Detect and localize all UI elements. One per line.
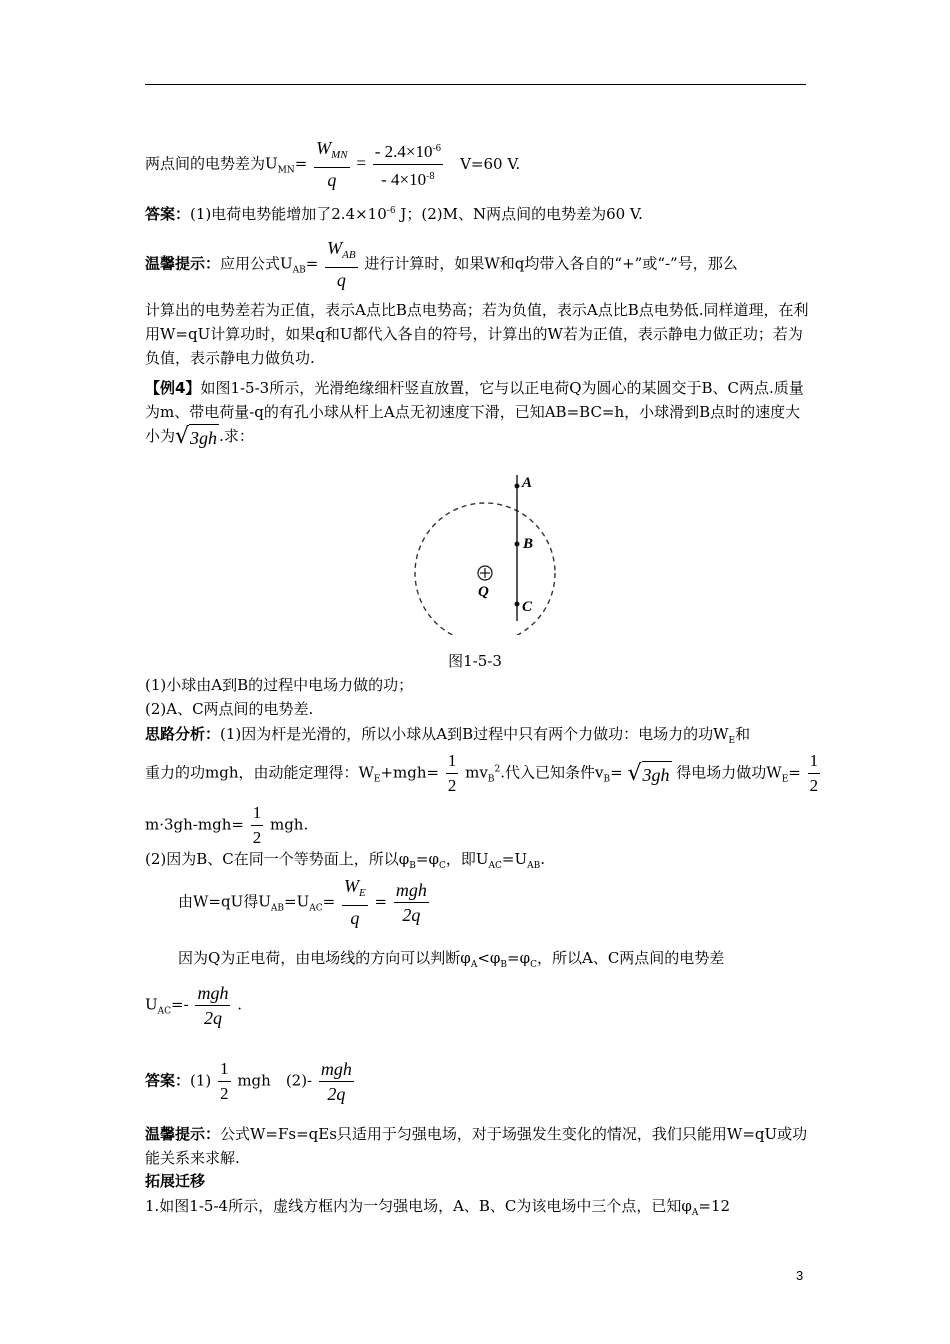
point-a	[515, 484, 520, 489]
sqrt-3gh: √ 3gh	[175, 424, 218, 449]
label-q: Q	[478, 584, 489, 600]
potential-diff-line: 两点间的电势差为$U_{MN}=$ $\frac{W_{MN}}{q}$ = $\frac{- 2.4\times 10^{-6}}{- 4\times 10^{-8}}$ V=60 V.	[145, 138, 521, 190]
fraction-we-q: $\frac{W_E}{q}$	[343, 876, 366, 928]
example-4: 【例4】如图1-5-3所示，光滑绝缘细杆竖直放置，它与以正电荷Q为圆心的某圆交于B、C两点.质量为m、带电荷量-q的有孔小球从杆上A点无初速度下滑，已知AB=BC=h，小球滑到B点时的速度大小为 √ 3gh .求：	[145, 379, 804, 449]
fraction-half-4: $\frac{1}{2}$	[220, 1059, 229, 1103]
fraction-values: $\frac{- 2.4\times 10^{-6}}{- 4\times 10^{-8}}$	[373, 138, 444, 191]
exercise-1: 1.如图1-5-4所示，虚线方框内为一匀强电场，A、B、C为该电场中三个点，已知$\varphi_A=12$	[145, 1197, 731, 1218]
answer-2: 答案：(1) $\frac{1}{2}$ mgh (2)- $\frac{\text{mgh}}{2q}$	[145, 1059, 352, 1104]
figure-caption: 图1-5-3	[448, 652, 502, 670]
analysis-line-3: m·3gh-mgh= $\frac{1}{2}$ mgh.	[145, 803, 309, 847]
answer-1: 答案：(1)电荷电势能增加了$2.4\times 10^{-6}$ J；(2)M、N两点间的电势差为60 V.	[145, 205, 643, 223]
question-2: (2)A、C两点间的电势差.	[145, 700, 314, 718]
figure-circle-rod	[400, 465, 560, 635]
header-rule	[145, 84, 806, 85]
point-b	[515, 542, 520, 547]
question-1: (1)小球由A到B的过程中电场力做的功；	[145, 676, 414, 694]
analysis-line-2: 重力的功mgh，由动能定理得：$W_E+mgh=$ $\frac{1}{2}$ $mv_B^2$.代入已知条件$v_B=$ √ 3gh 得电场力做功$W_E=$ $\frac{1}{2}$	[145, 751, 819, 795]
sqrt-3gh-2: √ 3gh	[627, 760, 670, 786]
fraction-wmn-q: $\frac{W_{MN}}{q}$	[316, 138, 348, 190]
label-c: C	[522, 599, 533, 615]
fraction-half: $\frac{1}{2}$	[447, 751, 457, 795]
fraction-mgh-2q: $\frac{\text{mgh}}{2q}$	[395, 880, 427, 925]
fraction-mgh-2q-3: $\frac{\text{mgh}}{2q}$	[320, 1059, 352, 1104]
fraction-half-3: $\frac{1}{2}$	[252, 803, 262, 847]
section-heading: 拓展迁移	[145, 1172, 206, 1190]
page-number: 3	[796, 1268, 804, 1283]
analysis-line-4: (2)因为B、C在同一个等势面上，所以$\varphi_B=\varphi_C$，即$U_{AC}=U_{AB}$.	[145, 850, 546, 871]
tip-2: 温馨提示：公式W=Fs=qEs只适用于匀强电场，对于场强发生变化的情况，我们只能用W=qU或功能关系来求解.	[145, 1125, 808, 1167]
analysis-line-7: $U_{AC}=-$ $\frac{\text{mgh}}{2q}$ .	[145, 983, 243, 1028]
fraction-wab-q: $\frac{W_{AB}}{q}$	[327, 238, 356, 290]
tip-1-continued: 计算出的电势差若为正值，表示A点比B点电势高；若为负值，表示A点比B点电势低.同样道理，在利用W=qU计算功时，如果q和U都代入各自的符号，计算出的W若为正值，表示静电力做正功；若为负值，表示静电力做负功.	[145, 301, 809, 367]
tip-1: 温馨提示：应用公式$U_{AB}=$ $\frac{W_{AB}}{q}$ 进行计算时，如果W和q均带入各自的“+”或“-”号，那么	[145, 238, 738, 290]
label-a: A	[522, 475, 533, 491]
analysis-line-6: 因为Q为正电荷，由电场线的方向可以判断$\varphi_A<\varphi_B=\varphi_C$，所以A、C两点间的电势差	[178, 949, 725, 970]
label-b: B	[523, 536, 534, 552]
analysis-line-5: 由W=qU得$U_{AB}=U_{AC}=$ $\frac{W_E}{q}$ = $\frac{\text{mgh}}{2q}$	[178, 876, 427, 928]
analysis-line-1: 思路分析：(1)因为杆是光滑的，所以小球从A到B过程中只有两个力做功：电场力的功$W_E$和	[145, 725, 751, 746]
fraction-mgh-2q-2: $\frac{\text{mgh}}{2q}$	[197, 983, 229, 1028]
fraction-half-2: $\frac{1}{2}$	[809, 751, 819, 795]
point-c	[515, 602, 520, 607]
